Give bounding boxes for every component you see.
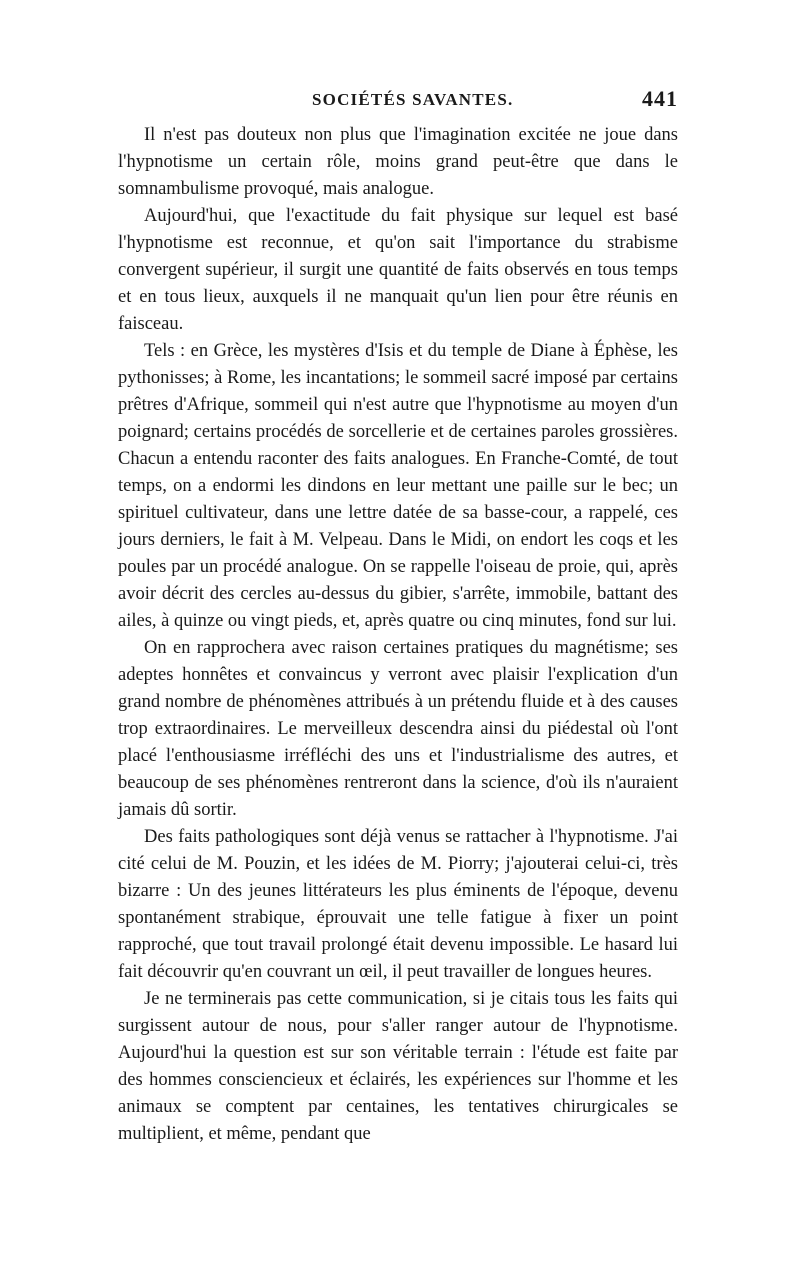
paragraph-magnetisme: On en rapprochera avec raison certaines pratiques du magnétisme; ses adeptes honnêtes et convaincus y verront avec plaisir l'explication d'un grand nombre de phénomènes attribués à un prétendu fluide et à des causes trop extraordinaires. Le merveilleux descendra ainsi du piédestal où l'ont placé l'enthousiasme irréfléchi des uns et l'industrialisme des autres, et beaucoup de ses phénomènes rentreront dans la science, d'où ils n'auraient jamais dû sortir.	[118, 638, 678, 820]
page-number: 441	[642, 86, 678, 111]
paragraph-faits-pathologiques: Des faits pathologiques sont déjà venus se rattacher à l'hypnotisme. J'ai cité celui de M. Pouzin, et les idées de M. Piorry; j'ajouterai celui-ci, très bizarre : Un des jeunes littérateurs les plus éminents de l'époque, devenu spontanément strabique, éprouvait une telle fatigue à fixer un point rapproché, que tout travail prolongé était devenu impossible. Le hasard lui fait découvrir qu'en couvrant un œil, il peut travailler de longues heures.	[118, 827, 678, 982]
paragraph-exemples: Tels : en Grèce, les mystères d'Isis et du temple de Diane à Éphèse, les pythonisses; à Rome, les incantations; le sommeil sacré imposé par certains prêtres d'Afrique, sommeil qui n'est autre que l'hypnotisme au moyen d'un poignard; certains procédés de sorcellerie et de certaines paroles grossières. Chacun a entendu raconter des faits analogues. En Franche-Comté, de tout temps, on a endormi les dindons en leur mettant une paille sur le bec; un spirituel cultivateur, dans une lettre datée de sa basse-cour, a rappelé, ces jours derniers, le fait à M. Velpeau. Dans le Midi, on endort les coqs et les poules par un procédé analogue. On se rappelle l'oiseau de proie, qui, après avoir décrit des cercles au-dessus du gibier, s'arrête, immobile, battant des ailes, à quinze ou vingt pieds, et, après quatre ou cinq minutes, fond sur lui.	[118, 341, 678, 631]
book-page	[118, 86, 678, 1148]
page-header	[118, 86, 678, 122]
body-text	[118, 122, 678, 1148]
running-title: SOCIÉTÉS SAVANTES.	[312, 90, 514, 109]
paragraph-imagination: Il n'est pas douteux non plus que l'imagination excitée ne joue dans l'hypnotisme un certain rôle, moins grand peut-être que dans le somnambulisme provoqué, mais analogue.	[118, 125, 678, 199]
paragraph-strabisme: Aujourd'hui, que l'exactitude du fait physique sur lequel est basé l'hypnotisme est reconnue, et qu'on sait l'importance du strabisme convergent supérieur, il surgit une quantité de faits observés en tous temps et en tous lieux, auxquels il ne manquait qu'un lien pour être réunis en faisceau.	[118, 206, 678, 334]
paragraph-conclusion: Je ne terminerais pas cette communication, si je citais tous les faits qui surgissent autour de nous, pour s'aller ranger autour de l'hypnotisme. Aujourd'hui la question est sur son véritable terrain : l'étude est faite par des hommes consciencieux et éclairés, les expériences sur l'homme et les animaux se comptent par centaines, les tentatives chirurgicales se multiplient, et même, pendant que	[118, 989, 678, 1144]
